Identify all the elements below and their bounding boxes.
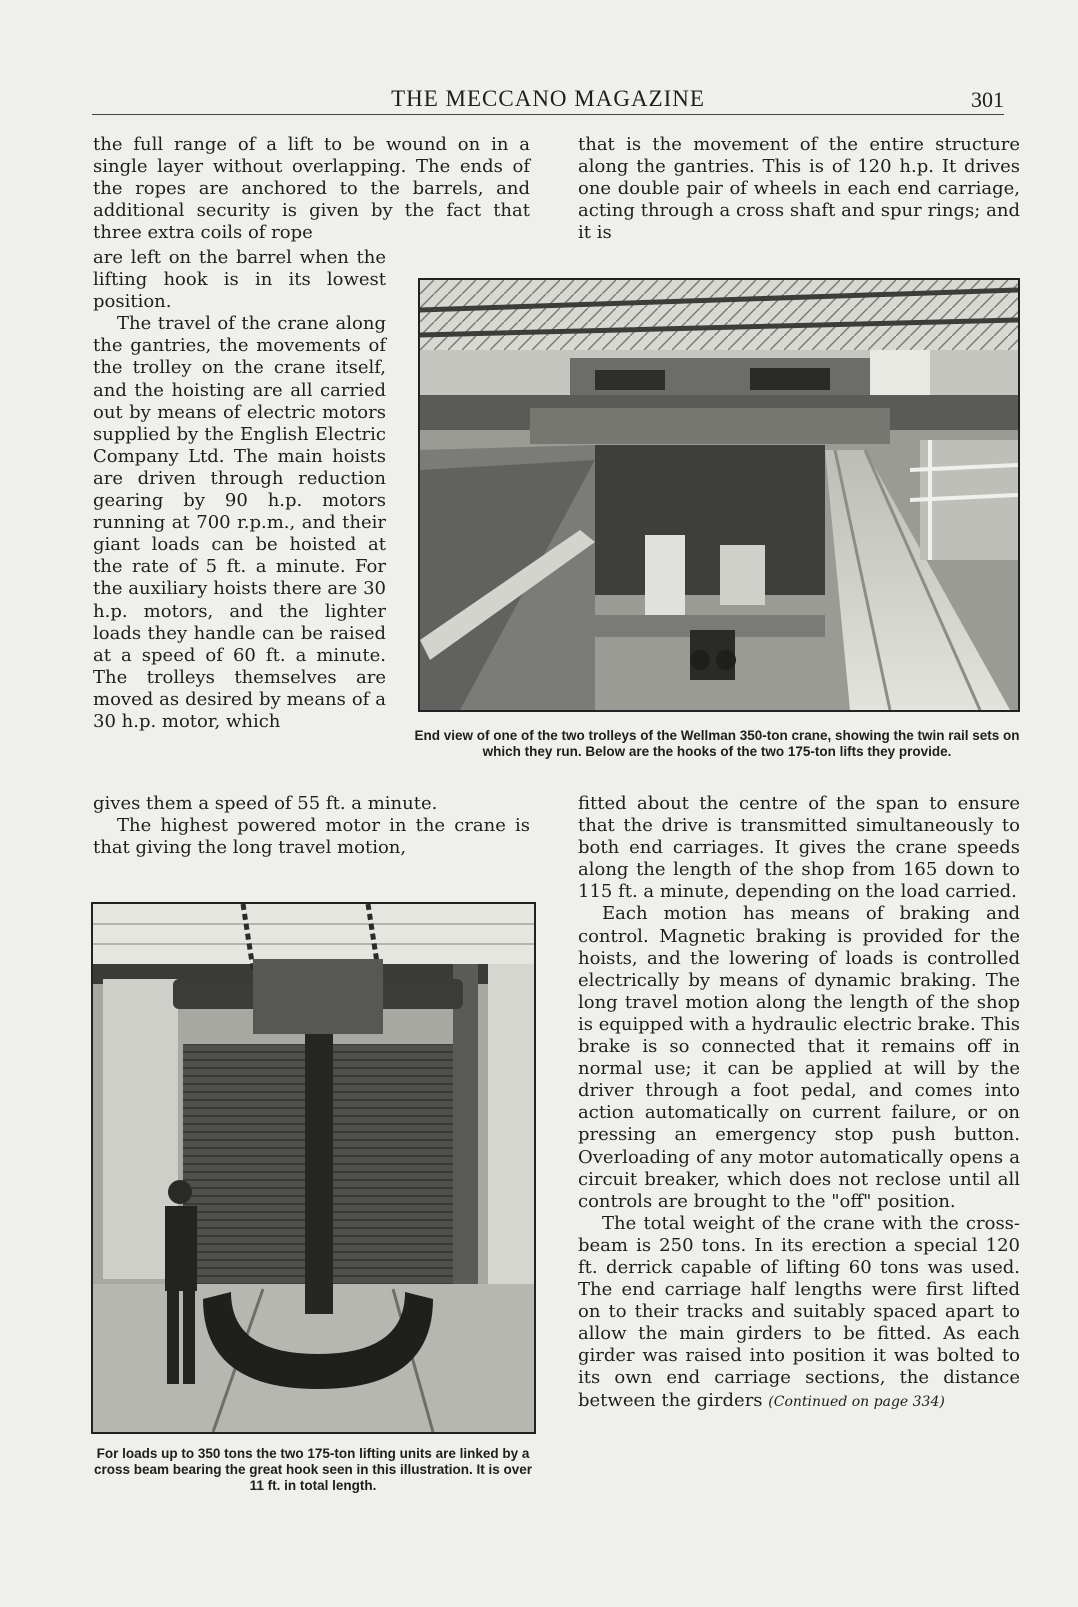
magazine-title: THE MECCANO MAGAZINE — [391, 86, 705, 111]
paragraph: are left on the barrel when the lifting hook is in its lowest position. — [93, 247, 386, 313]
left-column-bottom — [93, 793, 530, 859]
right-column-top — [578, 134, 1020, 244]
left-column-top — [93, 134, 530, 244]
crane-trolley-illustration — [420, 280, 1018, 710]
hook-figure-caption: For loads up to 350 tons the two 175-ton lifting units are linked by a cross beam bearing the great hook seen in this illustration. It is over 11 ft. in total length. — [93, 1446, 533, 1493]
crane-trolley-photo — [418, 278, 1020, 712]
great-hook-photo — [91, 902, 536, 1434]
great-hook-illustration — [93, 904, 534, 1432]
paragraph: the full range of a lift to be wound on in a single layer without overlapping. The ends of the ropes are anchored to the barrels, and additional security is given by the fact that three extra coils of rope — [93, 134, 530, 244]
continued-note: (Continued on page 334) — [768, 1393, 945, 1410]
trolley-figure-caption: End view of one of the two trolleys of the Wellman 350-ton crane, showing the twin rail sets on which they run. Below are the hooks of the two 175-ton lifts they provide. — [414, 728, 1020, 759]
paragraph: fitted about the centre of the span to ensure that the drive is transmitted simultaneously to both end carriages. It gives the crane speeds along the length of the shop from 165 down to 115 ft. a minute, depending on the load carried. — [578, 793, 1020, 903]
paragraph: gives them a speed of 55 ft. a minute. — [93, 793, 438, 814]
page-number: 301 — [971, 87, 1004, 112]
right-column-bottom — [578, 793, 1020, 1413]
paragraph: The highest powered motor in the crane is that giving the long travel motion, — [93, 815, 530, 859]
paragraph: that is the movement of the entire structure along the gantries. This is of 120 h.p. It drives one double pair of wheels in each end carriage, acting through a cross shaft and spur rings; and it is — [578, 134, 1020, 244]
page-header — [92, 84, 1004, 115]
left-column-beside-figure — [93, 247, 386, 733]
paragraph: Each motion has means of braking and control. Magnetic braking is provided for the hoists, and the lowering of loads is controlled electrically by means of dynamic braking. The long travel motion along the length of the shop is equipped with a hydraulic electric brake. This brake is so connected that it remains off in normal use; it can be applied at will by the driver through a foot pedal, and comes into action automatically on current failure, or on pressing an emergency stop push button. Overloading of any motor automatically opens a circuit breaker, which does not reclose until all controls are brought to the "off" position. — [578, 903, 1020, 1212]
paragraph: The total weight of the crane with the cross-beam is 250 tons. In its erection a special 120 ft. derrick capable of lifting 60 tons was used. The end carriage half lengths were first lifted on to their tracks and suitably spaced apart to allow the main girders to be fitted. As each girder was raised into position it was bolted to its own end carriage sections, the distance between the girders (Continued on page 334) — [578, 1212, 1020, 1411]
paragraph: The travel of the crane along the gantries, the movements of the trolley on the crane itself, and the hoisting are all carried out by means of electric motors supplied by the English Electric Company Ltd. The main hoists are driven through reduction gearing by 90 h.p. motors running at 700 r.p.m., and their giant loads can be hoisted at the rate of 5 ft. a minute. For the auxiliary hoists there are 30 h.p. motors, and the lighter loads they handle can be raised at a speed of 60 ft. a minute. The trolleys themselves are moved as desired by means of a 30 h.p. motor, which — [93, 313, 386, 732]
